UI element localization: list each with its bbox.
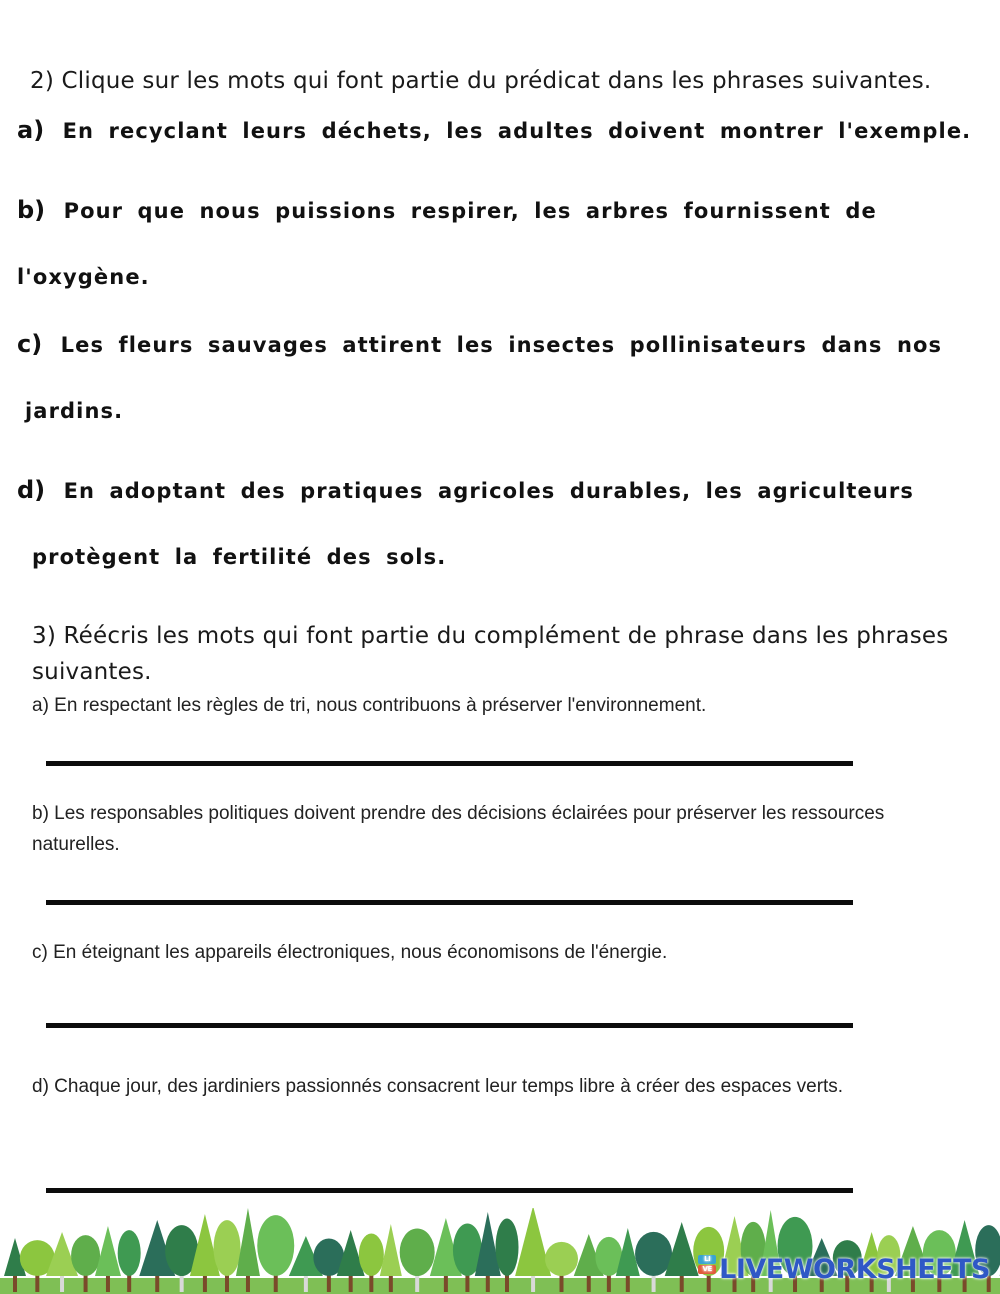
word-token[interactable]: recyclant bbox=[108, 119, 228, 143]
word-token[interactable]: pollinisateurs bbox=[629, 333, 808, 357]
q2-label-d: d) bbox=[17, 476, 46, 504]
word-token[interactable]: pratiques bbox=[300, 479, 424, 503]
liveworksheets-badge-icon: LI VE bbox=[698, 1255, 716, 1283]
liveworksheets-logo bbox=[698, 1252, 990, 1286]
word-token[interactable]: fertilité bbox=[212, 545, 313, 569]
word-token[interactable]: les bbox=[456, 333, 494, 357]
word-token[interactable]: doivent bbox=[608, 119, 706, 143]
answer-field-c[interactable] bbox=[46, 986, 857, 1024]
word-token[interactable]: les bbox=[705, 479, 743, 503]
q2-sentence-a bbox=[17, 116, 971, 144]
word-token[interactable]: agricoles bbox=[437, 479, 556, 503]
answer-field-b[interactable] bbox=[46, 863, 857, 901]
word-token[interactable]: protègent bbox=[32, 545, 161, 569]
word-token[interactable]: montrer bbox=[719, 119, 824, 143]
q2-label-a: a) bbox=[17, 116, 45, 144]
word-token[interactable]: puissions bbox=[275, 199, 397, 223]
word-token[interactable]: En bbox=[63, 479, 96, 503]
word-token[interactable]: des bbox=[326, 545, 372, 569]
word-token[interactable]: dans bbox=[821, 333, 883, 357]
answer-field-a[interactable] bbox=[46, 724, 857, 762]
word-token[interactable]: de bbox=[845, 199, 877, 223]
word-token[interactable]: sols. bbox=[386, 545, 447, 569]
word-token[interactable]: déchets, bbox=[321, 119, 432, 143]
word-token[interactable]: fournissent bbox=[683, 199, 831, 223]
word-token[interactable]: adultes bbox=[497, 119, 594, 143]
word-token[interactable]: attirent bbox=[342, 333, 443, 357]
word-token[interactable]: leurs bbox=[242, 119, 308, 143]
q3-sentence-a: a) En respectant les règles de tri, nous contribuons à préserver l'environnement. bbox=[32, 695, 707, 716]
q3-sentence-b: b) Les responsables politiques doivent prendre des décisions éclairées pour préserver les ressources naturelles. bbox=[32, 803, 885, 855]
word-token[interactable]: agriculteurs bbox=[757, 479, 914, 503]
word-token[interactable]: des bbox=[240, 479, 286, 503]
answer-underline bbox=[46, 761, 853, 766]
word-token[interactable]: Pour bbox=[63, 199, 124, 223]
word-token[interactable]: arbres bbox=[585, 199, 670, 223]
answer-underline bbox=[46, 900, 853, 905]
q2-instruction: 2) Clique sur les mots qui font partie du prédicat dans les phrases suivantes. bbox=[30, 68, 932, 94]
word-token[interactable]: nous bbox=[199, 199, 261, 223]
q2-sentence-c-line1 bbox=[17, 330, 942, 358]
word-token[interactable]: Les bbox=[60, 333, 105, 357]
answer-underline bbox=[46, 1188, 853, 1193]
answer-underline bbox=[46, 1023, 853, 1028]
word-token[interactable]: En bbox=[62, 119, 95, 143]
q3-sentence-c: c) En éteignant les appareils électroniques, nous économisons de l'énergie. bbox=[32, 942, 668, 963]
word-token[interactable]: jardins. bbox=[25, 399, 124, 423]
q3-instruction: 3) Réécris les mots qui font partie du complément de phrase dans les phrases suivantes. bbox=[32, 623, 949, 685]
word-token[interactable]: l'exemple. bbox=[838, 119, 972, 143]
q2-sentence-d-line1 bbox=[17, 476, 914, 504]
q2-label-c: c) bbox=[17, 330, 43, 358]
word-token[interactable]: adoptant bbox=[109, 479, 227, 503]
word-token[interactable]: la bbox=[174, 545, 199, 569]
word-token[interactable]: l'oxygène. bbox=[17, 265, 150, 289]
word-token[interactable]: fleurs bbox=[118, 333, 194, 357]
q2-sentence-b-line1 bbox=[17, 196, 877, 224]
word-token[interactable]: nos bbox=[896, 333, 943, 357]
answer-field-d[interactable] bbox=[46, 1151, 857, 1189]
word-token[interactable]: les bbox=[534, 199, 572, 223]
q3-sentence-d: d) Chaque jour, des jardiniers passionnés consacrent leur temps libre à créer des espaces verts. bbox=[32, 1076, 844, 1097]
word-token[interactable]: durables, bbox=[569, 479, 692, 503]
word-token[interactable]: les bbox=[446, 119, 484, 143]
q2-sentence-b-line2 bbox=[17, 265, 150, 289]
q2-sentence-c-line2 bbox=[25, 399, 123, 423]
q2-label-b: b) bbox=[17, 196, 46, 224]
word-token[interactable]: insectes bbox=[508, 333, 616, 357]
word-token[interactable]: sauvages bbox=[207, 333, 328, 357]
liveworksheets-wordmark: LIVEWORKSHEETS bbox=[719, 1253, 990, 1285]
q2-sentence-d-line2 bbox=[32, 545, 446, 569]
word-token[interactable]: respirer, bbox=[410, 199, 520, 223]
word-token[interactable]: que bbox=[137, 199, 186, 223]
